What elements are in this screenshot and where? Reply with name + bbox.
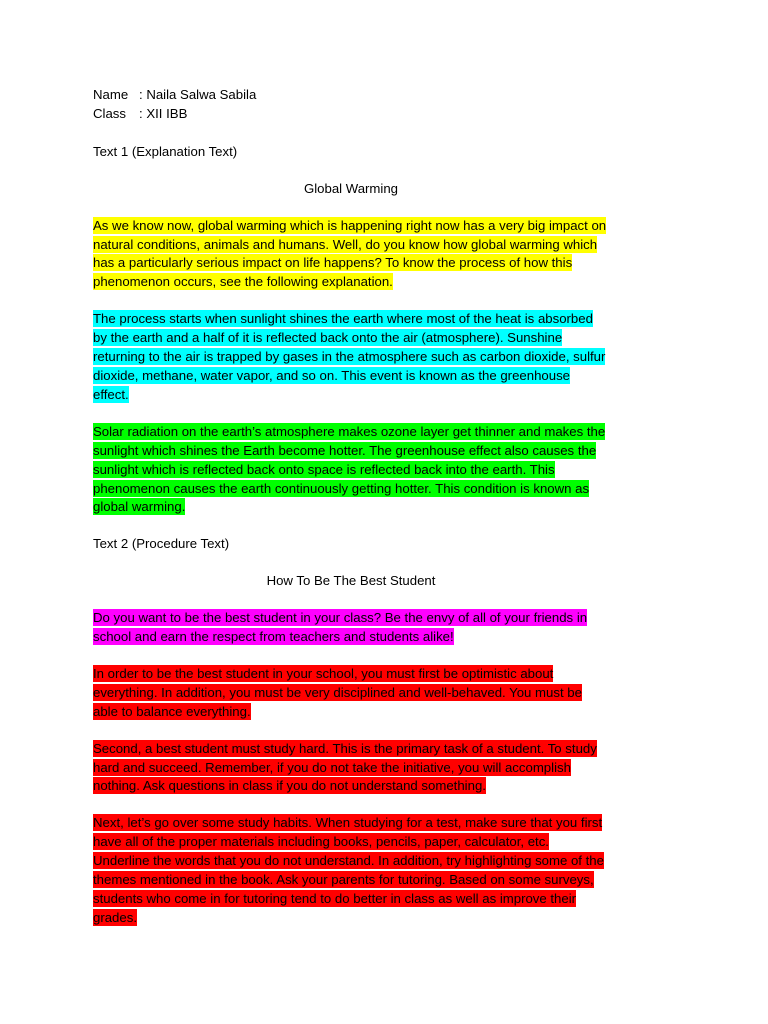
text1-title: Global Warming (303, 180, 399, 196)
class-label: Class (93, 105, 126, 121)
text2-paragraph (93, 740, 609, 797)
text2-paragraph (93, 814, 609, 927)
text1-paragraph (93, 310, 609, 405)
green-highlight: Solar radiation on the earth’s atmosphere makes ozone layer get thinner and makes the sunlight which shines the Earth become hotter. The greenhouse effect also causes the sunlight which is reflected back onto space is reflected back into the earth. This phenomenon causes the earth continuously getting hotter. This condition is known as global warming. (93, 423, 606, 515)
text2-title: How To Be The Best Student (266, 573, 436, 589)
text2-heading: Text 2 (Procedure Text) (93, 536, 230, 552)
red-highlight: Second, a best student must study hard. This is the primary task of a student. To study hard and succeed. Remember, if you do not take the initiative, you will accomplish nothing. Ask questions in class if you do not understand something. (93, 740, 597, 794)
cyan-highlight: The process starts when sunlight shines the earth where most of the heat is absorbed by the earth and a half of it is reflected back onto the air (atmosphere). Sunshine returning to the air is trapped by gases in the atmosphere such as carbon dioxide, sulfur dioxide, methane, water vapor, and so on. This event is known as the greenhouse effect. (93, 311, 606, 402)
magenta-highlight: Do you want to be the best student in your class? Be the envy of all of your friends in school and earn the respect from teachers and students alike! (93, 610, 588, 645)
name-line (93, 86, 609, 105)
class-line (93, 105, 609, 124)
text1-paragraph (93, 217, 609, 293)
red-highlight: In order to be the best student in your school, you must first be optimistic about everything. In addition, you must be very disciplined and well-behaved. You must be able to balance everything. (93, 665, 582, 719)
text2-paragraph (93, 609, 609, 647)
class-value: : XII IBB (139, 105, 188, 121)
text2-paragraph (93, 665, 609, 722)
yellow-highlight: As we know now, global warming which is happening right now has a very big impact on natural conditions, animals and humans. Well, do you know how global warming which has a particularly serious impact on life happens? To know the process of how this phenomenon occurs, see the following explanation. (93, 217, 607, 290)
text1-paragraph (93, 423, 609, 518)
document-body (93, 86, 609, 928)
name-label: Name (93, 87, 129, 102)
text1-heading: Text 1 (Explanation Text) (93, 143, 238, 159)
red-highlight: Next, let’s go over some study habits. When studying for a test, make sure that you first have all of the proper materials including books, pencils, paper, calculator, etc. Underline the words that you do not understand. In addition, try highlighting some of the themes mentioned in the book. Ask your parents for tutoring. Based on some surveys, students who come in for tutoring tend to do better in class as well as improve their grades. (93, 815, 604, 925)
name-value: : Naila Salwa Sabila (139, 87, 257, 102)
